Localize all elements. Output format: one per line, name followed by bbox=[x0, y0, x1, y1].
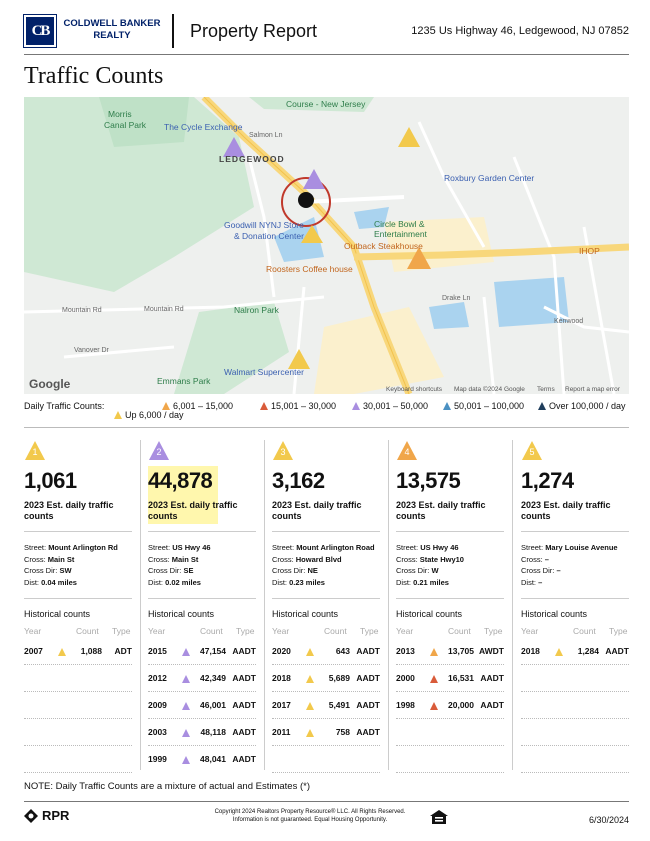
empty-row bbox=[24, 692, 132, 719]
svg-text:Keyboard shortcuts: Keyboard shortcuts bbox=[386, 386, 443, 393]
brand-name: COLDWELL BANKER REALTY bbox=[63, 18, 161, 41]
historical-row: 2009 46,001 AADT bbox=[148, 692, 256, 719]
column-separator bbox=[264, 440, 265, 770]
historical-row: 1999 48,041 AADT bbox=[148, 754, 256, 764]
yellow-triangle-icon bbox=[306, 702, 314, 710]
svg-text:LEDGEWOOD: LEDGEWOOD bbox=[219, 154, 285, 164]
red-triangle-icon bbox=[260, 402, 268, 410]
svg-text:Roosters Coffee house: Roosters Coffee house bbox=[266, 264, 353, 274]
historical-counts-title: Historical counts bbox=[521, 609, 588, 619]
location-details: Street: Mount Arlington Road Cross: Howard Blvd Cross Dir: NE Dist: 0.23 miles bbox=[272, 543, 375, 587]
rpr-logo: RPR bbox=[24, 808, 69, 823]
historical-row: 2017 5,491 AADT bbox=[272, 692, 380, 719]
svg-text:Salmon Ln: Salmon Ln bbox=[249, 132, 283, 139]
svg-text:Outback Steakhouse: Outback Steakhouse bbox=[344, 241, 423, 251]
traffic-count-value: 1,061 bbox=[24, 468, 77, 493]
empty-row bbox=[521, 719, 629, 746]
traffic-column-3 bbox=[272, 440, 380, 770]
traffic-count-description: 2023 Est. daily traffic counts bbox=[148, 500, 238, 521]
yellow-triangle-icon bbox=[306, 675, 314, 683]
svg-text:Google: Google bbox=[29, 377, 71, 391]
svg-text:Course - New Jersey: Course - New Jersey bbox=[286, 99, 366, 109]
divider bbox=[396, 598, 504, 599]
map-graphic bbox=[24, 97, 629, 394]
svg-text:Morris: Morris bbox=[108, 109, 132, 119]
historical-table-header: Year Count Type bbox=[272, 626, 379, 636]
page-title: Traffic Counts bbox=[24, 63, 164, 89]
historical-table-header: Year Count Type bbox=[24, 626, 131, 636]
svg-text:The Cycle Exchange: The Cycle Exchange bbox=[164, 122, 243, 132]
historical-row: 2003 48,118 AADT bbox=[148, 719, 256, 746]
legend-item-15001-30000: 15,001 – 30,000 bbox=[260, 401, 336, 411]
empty-row bbox=[24, 719, 132, 746]
red-triangle-icon bbox=[430, 675, 438, 683]
svg-text:IHOP: IHOP bbox=[579, 246, 600, 256]
svg-text:Roxbury Garden Center: Roxbury Garden Center bbox=[444, 173, 535, 183]
historical-row: 2015 47,154 AADT bbox=[148, 638, 256, 665]
historical-counts-title: Historical counts bbox=[148, 609, 215, 619]
legend-item-30001-50000: 30,001 – 50,000 bbox=[352, 401, 428, 411]
historical-row: 2020 643 AADT bbox=[272, 638, 380, 665]
divider bbox=[272, 531, 380, 532]
historical-table-header: Year Count Type bbox=[148, 626, 255, 636]
header-divider bbox=[172, 14, 174, 48]
historical-table-header: Year Count Type bbox=[396, 626, 503, 636]
empty-row bbox=[24, 665, 132, 692]
orange-triangle-icon bbox=[162, 402, 170, 410]
traffic-count-description: 2023 Est. daily traffic counts bbox=[521, 500, 611, 521]
legend-item-over-100000: Over 100,000 / day bbox=[538, 401, 626, 411]
svg-text:Terms: Terms bbox=[537, 386, 555, 393]
historical-counts-title: Historical counts bbox=[24, 609, 91, 619]
historical-counts-title: Historical counts bbox=[272, 609, 339, 619]
traffic-map[interactable] bbox=[24, 97, 629, 394]
traffic-marker-badge: 5 bbox=[521, 440, 543, 462]
traffic-marker-badge: 4 bbox=[396, 440, 418, 462]
red-triangle-icon bbox=[430, 702, 438, 710]
divider bbox=[24, 598, 132, 599]
empty-row bbox=[521, 746, 629, 773]
traffic-column-4 bbox=[396, 440, 504, 770]
divider bbox=[148, 598, 256, 599]
empty-row bbox=[24, 746, 132, 773]
historical-row: 1998 20,000 AADT bbox=[396, 692, 504, 719]
svg-text:Drake Ln: Drake Ln bbox=[442, 295, 471, 302]
report-title: Property Report bbox=[190, 21, 318, 41]
traffic-count-value: 13,575 bbox=[396, 468, 461, 493]
svg-text:Kenwood: Kenwood bbox=[554, 318, 584, 325]
divider bbox=[148, 531, 256, 532]
coldwell-banker-logo: CB bbox=[24, 15, 56, 47]
purple-triangle-icon bbox=[182, 729, 190, 737]
traffic-note: NOTE: Daily Traffic Counts are a mixture of actual and Estimates (*) bbox=[24, 781, 310, 792]
report-header bbox=[24, 14, 629, 54]
legend-item-up-6000: Up 6,000 / day bbox=[114, 410, 184, 420]
historical-table-header: Year Count Type bbox=[521, 626, 628, 636]
empty-row bbox=[396, 719, 504, 746]
svg-text:Canal Park: Canal Park bbox=[104, 120, 147, 130]
divider bbox=[272, 598, 380, 599]
purple-triangle-icon bbox=[182, 648, 190, 656]
traffic-count-value: 44,878 bbox=[148, 468, 213, 493]
traffic-marker-badge: 1 bbox=[24, 440, 46, 462]
svg-text:Circle Bowl &: Circle Bowl & bbox=[374, 219, 425, 229]
svg-text:& Donation Center: & Donation Center bbox=[234, 231, 304, 241]
svg-text:Mountain Rd: Mountain Rd bbox=[144, 306, 184, 313]
copyright-text: Copyright 2024 Realtors Property Resource® LLC. All Rights Reserved. Information is not guaranteed. Equal Housing Opportunity. bbox=[214, 809, 406, 823]
svg-text:Map data ©2024 Google: Map data ©2024 Google bbox=[454, 386, 525, 393]
historical-row: 2000 16,531 AADT bbox=[396, 665, 504, 692]
divider bbox=[24, 531, 132, 532]
svg-text:Nalron Park: Nalron Park bbox=[234, 305, 279, 315]
column-separator bbox=[388, 440, 389, 770]
legend-item-6001-15000: 6,001 – 15,000 bbox=[162, 401, 233, 411]
legend-rule bbox=[24, 427, 629, 428]
property-address: 1235 Us Highway 46, Ledgewood, NJ 07852 bbox=[411, 25, 629, 37]
purple-triangle-icon bbox=[182, 675, 190, 683]
divider bbox=[521, 598, 629, 599]
legend-label: Daily Traffic Counts: bbox=[24, 401, 105, 411]
traffic-count-description: 2023 Est. daily traffic counts bbox=[396, 500, 486, 521]
traffic-column-1 bbox=[24, 440, 132, 770]
yellow-triangle-icon bbox=[58, 648, 66, 656]
traffic-count-description: 2023 Est. daily traffic counts bbox=[272, 500, 362, 521]
traffic-count-columns bbox=[24, 440, 629, 770]
location-details: Street: Mount Arlington Rd Cross: Main St Cross Dir: SW Dist: 0.04 miles bbox=[24, 543, 118, 587]
purple-triangle-icon bbox=[182, 756, 190, 764]
column-separator bbox=[140, 440, 141, 770]
traffic-count-value: 1,274 bbox=[521, 468, 574, 493]
purple-triangle-icon bbox=[182, 702, 190, 710]
footer-rule bbox=[24, 801, 629, 802]
orange-triangle-icon bbox=[430, 648, 438, 656]
historical-row: 2007 1,088 ADT bbox=[24, 638, 132, 665]
traffic-marker-badge: 2 bbox=[148, 440, 170, 462]
traffic-column-5 bbox=[521, 440, 629, 770]
historical-row: 2013 13,705 AWDT bbox=[396, 638, 504, 665]
yellow-triangle-icon bbox=[114, 411, 122, 419]
equal-housing-icon bbox=[430, 810, 448, 829]
header-rule bbox=[24, 54, 629, 55]
yellow-triangle-icon bbox=[306, 648, 314, 656]
historical-counts-title: Historical counts bbox=[396, 609, 463, 619]
location-details: Street: US Hwy 46 Cross: Main St Cross Dir: SE Dist: 0.02 miles bbox=[148, 543, 211, 587]
yellow-triangle-icon bbox=[555, 648, 563, 656]
historical-row: 2011 758 AADT bbox=[272, 719, 380, 746]
historical-row: 2012 42,349 AADT bbox=[148, 665, 256, 692]
location-details: Street: US Hwy 46 Cross: State Hwy10 Cross Dir: W Dist: 0.21 miles bbox=[396, 543, 464, 587]
column-separator bbox=[512, 440, 513, 770]
blue-triangle-icon bbox=[443, 402, 451, 410]
traffic-marker-badge: 3 bbox=[272, 440, 294, 462]
location-details: Street: Mary Louise Avenue Cross: – Cross Dir: – Dist: – bbox=[521, 543, 618, 587]
empty-row bbox=[521, 692, 629, 719]
svg-text:Entertainment: Entertainment bbox=[374, 229, 427, 239]
svg-text:Report a map error: Report a map error bbox=[565, 386, 620, 393]
svg-text:Vanover Dr: Vanover Dr bbox=[74, 347, 109, 354]
empty-row bbox=[396, 746, 504, 773]
svg-text:Emmans Park: Emmans Park bbox=[157, 376, 211, 386]
purple-triangle-icon bbox=[352, 402, 360, 410]
empty-row bbox=[272, 746, 380, 773]
empty-row bbox=[521, 665, 629, 692]
navy-triangle-icon bbox=[538, 402, 546, 410]
report-date: 6/30/2024 bbox=[588, 815, 629, 825]
rpr-icon bbox=[24, 809, 38, 823]
svg-text:Mountain Rd: Mountain Rd bbox=[62, 307, 102, 314]
historical-row: 2018 5,689 AADT bbox=[272, 665, 380, 692]
traffic-count-description: 2023 Est. daily traffic counts bbox=[24, 500, 114, 521]
historical-row: 2018 1,284 AADT bbox=[521, 638, 629, 665]
svg-text:Goodwill NYNJ Store: Goodwill NYNJ Store bbox=[224, 220, 304, 230]
legend-item-50001-100000: 50,001 – 100,000 bbox=[443, 401, 524, 411]
svg-text:Walmart Supercenter: Walmart Supercenter bbox=[224, 367, 304, 377]
divider bbox=[521, 531, 629, 532]
yellow-triangle-icon bbox=[306, 729, 314, 737]
divider bbox=[396, 531, 504, 532]
traffic-column-2 bbox=[148, 440, 256, 770]
traffic-count-value: 3,162 bbox=[272, 468, 325, 493]
